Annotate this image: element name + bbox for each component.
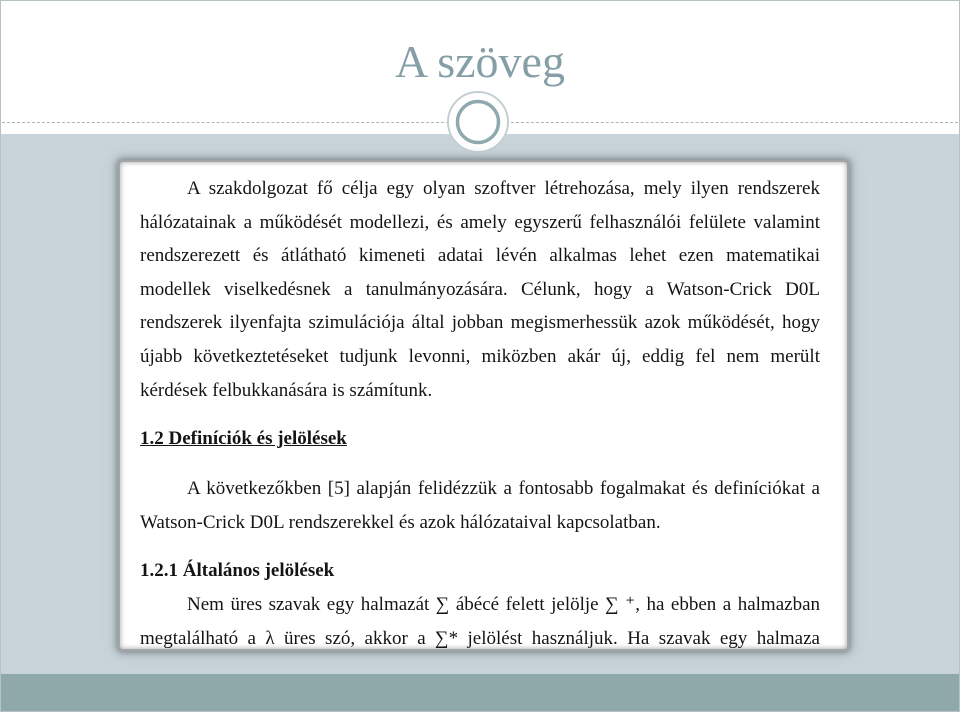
doc-line: Nem üres szavak egy halmazát ∑ ábécé felett jelölje ∑ ⁺, ha ebben a halmazban <box>187 593 820 615</box>
doc-line: modellek viselkedésnek a tanulmányozására. Célunk, hogy a Watson-Crick D0L <box>140 278 820 300</box>
doc-line: Watson-Crick D0L rendszerekkel és azok hálózataival kapcsolatban. <box>140 511 661 533</box>
section-heading-text: 1.2 Definíciók és jelölések <box>140 428 347 450</box>
doc-paragraph-notations <box>140 588 820 649</box>
subsection-heading-text: 1.2.1 Általános jelölések <box>140 560 335 582</box>
doc-line: A szakdolgozat fő célja egy olyan szoftver létrehozása, mely ilyen rendszerek <box>187 178 820 199</box>
embedded-document-image <box>120 162 847 649</box>
double-ring-circle-icon <box>446 90 510 154</box>
footer-band <box>0 674 960 712</box>
doc-line: újabb következtetéseket tudjunk levonni, miközben akár új, eddig fel nem merült <box>140 345 820 367</box>
doc-line: hálózatainak a működését modellezi, és amely egyszerű felhasználói felülete valamint <box>140 211 820 233</box>
slide-title: A szöveg <box>395 36 565 87</box>
doc-line: A következőkben [5] alapján felidézzük a fontosabb fogalmakat és definíciókat a <box>187 478 820 500</box>
subsection-heading-notations <box>140 554 820 588</box>
doc-line: rendszerek ilyenfajta szimulációja által jobban megismerhessük azok működését, hogy <box>140 312 820 334</box>
doc-line: megtalálható a λ üres szó, akkor a ∑* jelölést használjuk. Ha szavak egy halmaza <box>140 627 820 649</box>
doc-paragraph-definitions <box>140 472 820 539</box>
doc-line: kérdések felbukkanására is számítunk. <box>140 379 433 401</box>
doc-line: rendszerezett és átlátható kimeneti adatai lévén alkalmas lehet ezen matematikai <box>140 245 820 267</box>
doc-paragraph-intro <box>140 172 820 407</box>
section-heading-definitions <box>140 422 820 456</box>
